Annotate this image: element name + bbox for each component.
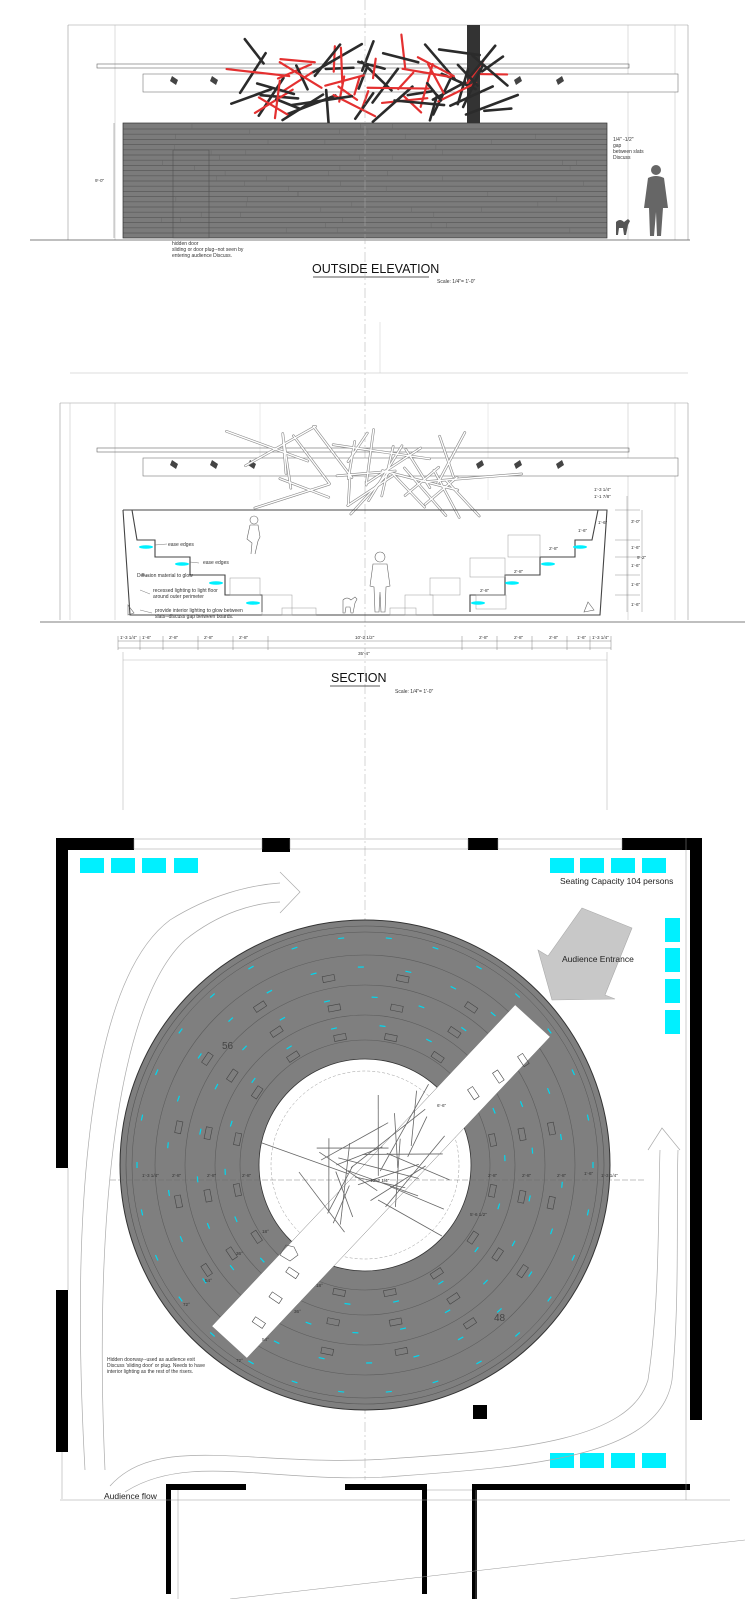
step-dim-4: 2'-8" xyxy=(480,588,490,593)
bottom-dim-11: 1'-3 1/4" xyxy=(592,635,609,640)
note-ease-edges-1: ease edges xyxy=(168,542,194,548)
section-right-dim-5: 1'-6" xyxy=(631,545,641,550)
bottom-dim-5: 2'-8" xyxy=(239,635,249,640)
bottom-dim-6: 10'-2 1/2" xyxy=(355,635,375,640)
section-right-dim-6: 1'-6" xyxy=(631,563,641,568)
angle-label-3: 54° xyxy=(205,1278,212,1283)
section-right-dim-7: 1'-6" xyxy=(631,582,641,587)
step-dim-3: 2'-8" xyxy=(514,569,524,574)
section-right-dim-1: 1'-3 1/4" xyxy=(594,487,611,492)
audience-flow-label: Audience flow xyxy=(104,1491,157,1501)
elevation-title: OUTSIDE ELEVATION xyxy=(312,262,440,276)
seated-figure-icon xyxy=(247,516,260,554)
section-title: SECTION xyxy=(331,671,387,685)
hidden-doorway-note: Hidden doorway--used as audience exit Discuss 'sliding door' or plug. Needs to have interior lighting as the rest of the risers. xyxy=(107,1357,206,1375)
bottom-dim-1: 1'-3 1/4" xyxy=(120,635,137,640)
plan-right-dim-5: 1'-3 1/4" xyxy=(601,1173,618,1178)
plan-right-dim-3: 2'-8" xyxy=(557,1173,567,1178)
human-figure-icon xyxy=(644,165,668,236)
step-dim-1: 1'-6" xyxy=(578,528,588,533)
section xyxy=(40,403,745,810)
step-dim-2: 2'-8" xyxy=(549,546,559,551)
bottom-dim-8: 2'-8" xyxy=(514,635,524,640)
section-right-dim-2: 1'-1 7/8" xyxy=(594,494,611,499)
plan-right-dim-2: 2'-8" xyxy=(522,1173,532,1178)
outside-elevation xyxy=(30,25,690,285)
note-interior: provide interior lighting to glow between slats--discuss gap between boards. xyxy=(155,608,243,620)
plan-left-dim-3: 2'-8" xyxy=(207,1173,217,1178)
angle-label-5: 18° xyxy=(316,1283,323,1288)
gap-note: 1/4" -1/2" gap between slats Discuss xyxy=(613,137,644,161)
bottom-dim-4: 2'-8" xyxy=(204,635,214,640)
plan-right-dim-1: 2'-8" xyxy=(488,1173,498,1178)
bottom-dim-10: 1'-6" xyxy=(577,635,587,640)
note-recessed: recessed lighting to light floor around outer perimeter xyxy=(153,588,218,600)
plan-left-dim-4: 2'-8" xyxy=(242,1173,252,1178)
plan-gap-dim: 6'-6" xyxy=(437,1103,447,1108)
plan-center-dim: 10'-2 1/4" xyxy=(370,1178,390,1183)
seating-capacity: Seating Capacity 104 persons xyxy=(560,876,674,886)
hidden-door-note: hidden door sliding or door plug--not seen by entering audience Discuss. xyxy=(172,241,244,259)
angle-label-2: 36° xyxy=(236,1251,243,1256)
seat-count-top: 56 xyxy=(222,1041,234,1052)
elevation-scale: Scale: 1/4"= 1'-0" xyxy=(437,279,476,285)
note-diffusion: Diffusion material to glow xyxy=(137,573,193,579)
angle-label-6: 36° xyxy=(294,1309,301,1314)
seat-count-bottom: 48 xyxy=(494,1313,506,1324)
bottom-dim-3: 2'-8" xyxy=(169,635,179,640)
elevation-height-dim: 9'-0" xyxy=(95,178,105,183)
section-total-height: 9'-2" xyxy=(637,555,647,560)
bottom-dim-7: 2'-8" xyxy=(479,635,489,640)
plan-dia-dim: 5'-6 1/2" xyxy=(470,1212,487,1217)
plan-left-dim-1: 1'-3 1/4" xyxy=(142,1173,159,1178)
angle-label-8: 72° xyxy=(236,1358,243,1363)
section-right-dim-3: 1'-6" xyxy=(598,520,608,525)
section-right-dim-4: 3'-0" xyxy=(631,519,641,524)
bottom-dim-9: 2'-8" xyxy=(549,635,559,640)
standing-figure-icon xyxy=(370,552,390,612)
section-dog-icon xyxy=(343,597,357,613)
note-ease-edges-2: ease edges xyxy=(203,560,229,566)
section-right-dim-8: 1'-6" xyxy=(631,602,641,607)
angle-label-7: 54° xyxy=(262,1337,269,1342)
overall-dim: 35'-4" xyxy=(358,651,370,656)
section-scale: Scale: 1/4"= 1'-0" xyxy=(395,689,434,695)
audience-entrance-label: Audience Entrance xyxy=(562,954,634,964)
plan-left-dim-2: 2'-8" xyxy=(172,1173,182,1178)
bottom-dim-2: 1'-6" xyxy=(142,635,152,640)
angle-label-4: 72° xyxy=(183,1302,190,1307)
plan-right-dim-4: 1'-6" xyxy=(584,1171,594,1176)
angle-label-1: 18° xyxy=(262,1229,269,1234)
floor-plan xyxy=(56,838,745,1599)
